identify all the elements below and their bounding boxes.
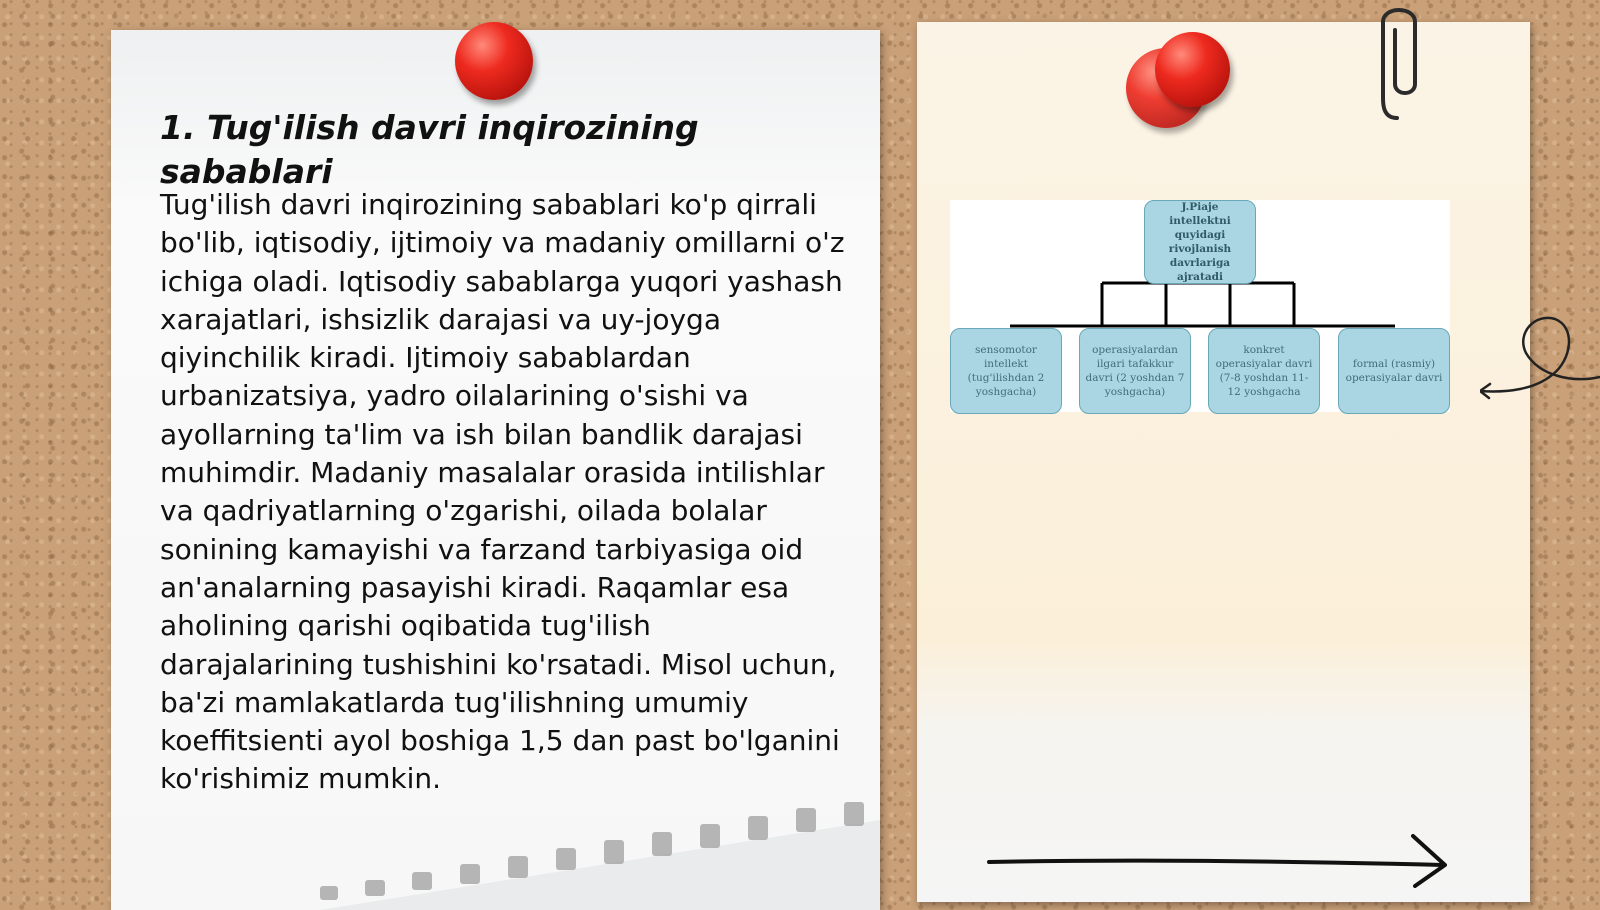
slide-title: 1. Tug'ilish davri inqirozining sabablari xyxy=(160,108,699,191)
red-pushpin-right xyxy=(1155,32,1230,107)
body-paragraph: Tug'ilish davri inqirozining sabablari ko'p qirrali bo'lib, iqtisodiy, ijtimoiy va madaniy omillarni o'z ichiga oladi. Iqtisodiy sabablarga yuqori yashash xarajatlari, ishsizlik darajasi va uy-joyga qiyinchilik kiradi. Ijtimoiy sabablardan urbanizatsiya, yadro oilalarining o'sishi va ayollarning ta'lim va ish bilan bandlik darajasi muhimdir. Madaniy masalalar orasida intilishlar va qadriyatlarning o'zgarishi, oilada bolalar sonining kamayishi va farzand tarbiyasiga oid an'analarning pasayishi kiradi. Raqamlar esa aholining qarishi oqibatida tug'ilish darajalarining tushishini ko'rsatadi. Misol uchun, ba'zi mamlakatlarda tug'ilishning umumiy koeffitsienti ayol boshiga 1,5 dan past bo'lganini ko'rishimiz mumkin. xyxy=(160,188,845,796)
paperclip-icon xyxy=(1375,0,1425,130)
right-note-card xyxy=(917,22,1530,902)
diagram-node-preoperational: operasiyalardan ilgari tafakkur davri (2 yoshdan 7 yoshgacha) xyxy=(1079,328,1191,414)
diagram-root-node: J.Piaje intellektni quyidagi rivojlanish davrlariga ajratadi xyxy=(1144,200,1256,284)
diagram-node-sensomotor: sensomotor intellekt (tug'ilishdan 2 yoshgacha) xyxy=(950,328,1062,414)
diagram-node-concrete-operations: konkret operasiyalar davri (7-8 yoshdan 11-12 yoshgacha xyxy=(1208,328,1320,414)
curly-arrow-doodle xyxy=(1480,305,1600,415)
right-arrow-icon xyxy=(985,828,1455,888)
diagram-node-formal-operations: formal (rasmiy) operasiyalar davri xyxy=(1338,328,1450,414)
torn-paper-edge xyxy=(320,800,880,910)
development-stages-diagram xyxy=(950,200,1450,412)
red-pushpin-left xyxy=(455,22,533,100)
